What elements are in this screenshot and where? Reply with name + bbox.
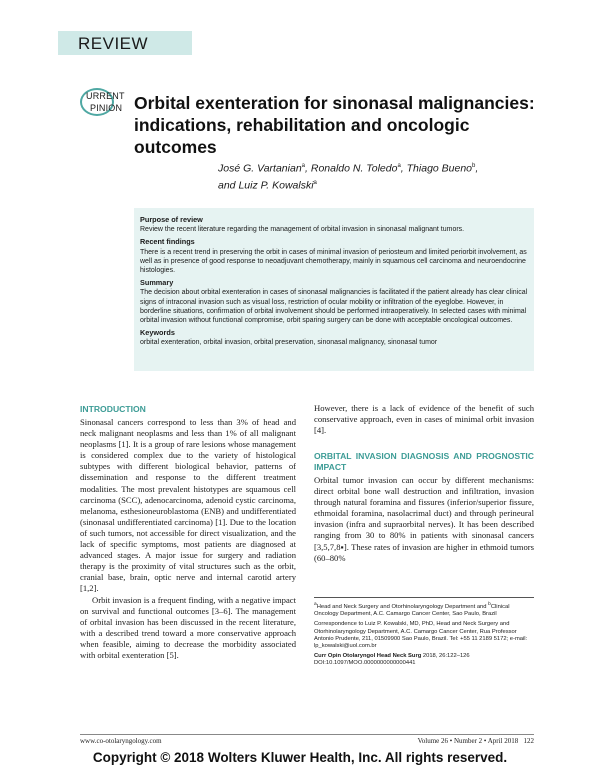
- author-affil: a: [397, 163, 401, 169]
- author-name: José G. Vartanian: [218, 162, 302, 175]
- affil-a: Head and Neck Surgery and Otorhinolaryngology Department and: [316, 603, 489, 610]
- logo-line-2: PINION: [90, 103, 123, 113]
- keywords-text: orbital exenteration, orbital invasion, orbital preservation, sinonasal malignancy, sinonasal tumor: [140, 339, 438, 347]
- author-name: Thiago Bueno: [406, 162, 473, 175]
- introduction-heading: INTRODUCTION: [80, 404, 146, 414]
- summary-heading: Summary: [140, 278, 174, 288]
- purpose-text: Review the recent literature regarding the management of orbital invasion in sinonasal malignant tumors.: [140, 226, 465, 234]
- citation-rest: 2018, 26:122–126: [421, 653, 470, 660]
- abstract-box: [134, 208, 534, 371]
- intro-paragraph-2: Orbit invasion is a frequent finding, with a negative impact on survival and functional outcomes [3–6]. The management of orbital invasion has been discussed in the recent literature, with a described trend toward a more conservative approach when feasible, aiming to decrease the morbidity associated with orbital exenteration [5].: [80, 594, 296, 660]
- intro-paragraph-1: Sinonasal cancers correspond to less than 3% of head and neck malignant neoplasms and less than 1% of all malignant neoplasms [1]. It is a group of rare lesions whose management is considered complex due to the variety of histological subtypes with different biological behavior, patterns of dissemination and response to the different treatment modalities. The most prevalent histotypes are squamous cell carcinoma (SCC), adenocarcinoma, adenoid cystic carcinoma, melanoma, esthesioneuroblastoma (ENB) and undifferentiated (sinonasal undifferentiated carcinoma) [1]. Due to the location of such tumors, not accessible for direct visualization, and the lack of specific symptoms, most patients are diagnosed at advanced stages. A major issue for surgery and radiation therapy is the proximity of vital structures such as the orbit, cranial base, brain, optic nerve and internal carotid artery [1,2].: [80, 417, 296, 594]
- author-name: Ronaldo N. Toledo: [310, 162, 398, 175]
- doi: DOI:10.1097/MOO.0000000000000441: [314, 660, 416, 667]
- section-tab: REVIEW: [58, 31, 192, 55]
- author-list: José G. Vartanian$^a$, Ronaldo N. Toledo$^a$, Thiago Bueno$^b$, and Luiz P. Kowalski$^a$: [218, 162, 479, 191]
- findings-heading: Recent findings: [140, 237, 195, 247]
- correspondence: Correspondence to Luiz P. Kowalski, MD, PhD, Head and Neck Surgery and Otorhinolaryngology Department, A.C. Camargo Cancer Center, Rua Professor Antonio Prudente, 211, 01509900 Sao Paulo, Brazil. Tel: +55 11 2189 5172; e-mail: lp_kowalski@uol.com.br: [314, 621, 528, 649]
- intro-continued-paragraph: However, there is a lack of evidence of the benefit of such conservative approach, even in cases of minimal orbit invasion [4].: [314, 403, 534, 436]
- right-column-top: [314, 403, 534, 436]
- affil-b: Clinical Oncology Department, A.C. Camargo Cancer Center, Sao Paulo, Brazil: [314, 603, 510, 618]
- affil-sup: a: [314, 602, 317, 607]
- author-affil: b: [472, 163, 476, 169]
- affiliations: [314, 597, 534, 671]
- footer-divider: [80, 734, 534, 735]
- right-column-section: [314, 451, 534, 564]
- author-name: Luiz P. Kowalski: [238, 179, 314, 191]
- affil-sup: b: [488, 602, 491, 607]
- author-affil: a: [313, 179, 317, 186]
- logo-line-1: URRENT: [86, 91, 125, 101]
- diagnosis-paragraph-1: Orbital tumor invasion can occur by different mechanisms: direct orbital bone wall destruction and infiltration, invasion through natural foramina and fissures (inferior/superior fissure, ethmoidal foramina, nasolacrimal duct) and through perineural invasion (infra and supraorbital nerves). It has been described ranging from 30 to 80% in patients with sinonasal cancers [3,5,7,8▪]. These rates of invasion are higher in ethmoid tumors (60–80%: [314, 475, 534, 563]
- summary-text: The decision about orbital exenteration in cases of sinonasal malignancies is facilitated if the patient already has clear clinical signs of intraconal invasion such as visual loss, restriction of ocular mobility or infiltration of the eyeglobe. However, in borderline situations, confirmation of orbital involvement should be performed intraoperatively. In selected cases with minimal orbital invasion without functional compromise, orbit sparing surgery can be done with acceptable oncological outcomes.: [140, 289, 528, 325]
- footer-issue-info: [390, 737, 534, 745]
- purpose-heading: Purpose of review: [140, 215, 203, 224]
- journal-citation: Curr Opin Otolaryngol Head Neck Surg: [314, 653, 422, 660]
- footer-website[interactable]: www.co-otolaryngology.com: [80, 737, 162, 745]
- citation: [314, 653, 534, 660]
- issue-info: Volume 26 • Number 2 • April 2018: [417, 737, 519, 745]
- article-title: Orbital exenteration for sinonasal malignancies: indications, rehabilitation and oncologic outcomes: [134, 93, 535, 157]
- left-column: [80, 404, 296, 661]
- diagnosis-heading: ORBITAL INVASION DIAGNOSIS AND PROGNOSTIC IMPACT: [314, 451, 534, 472]
- current-opinion-logo: [80, 88, 125, 116]
- findings-text: There is a recent trend in preserving the orbit in cases of minimal invasion of periosteum and limited periorbit involvement, as well as in presence of good response to neoadjuvant chemotherapy, mainly in squamous cell carcinoma and neuroendocrine histologies.: [140, 248, 527, 275]
- author-affil: a: [301, 163, 306, 169]
- page-number: 122: [523, 737, 534, 745]
- keywords-heading: Keywords: [140, 328, 175, 338]
- copyright-notice: Copyright © 2018 Wolters Kluwer Health, Inc. All rights reserved.: [92, 750, 508, 765]
- affiliation-text: [314, 601, 534, 618]
